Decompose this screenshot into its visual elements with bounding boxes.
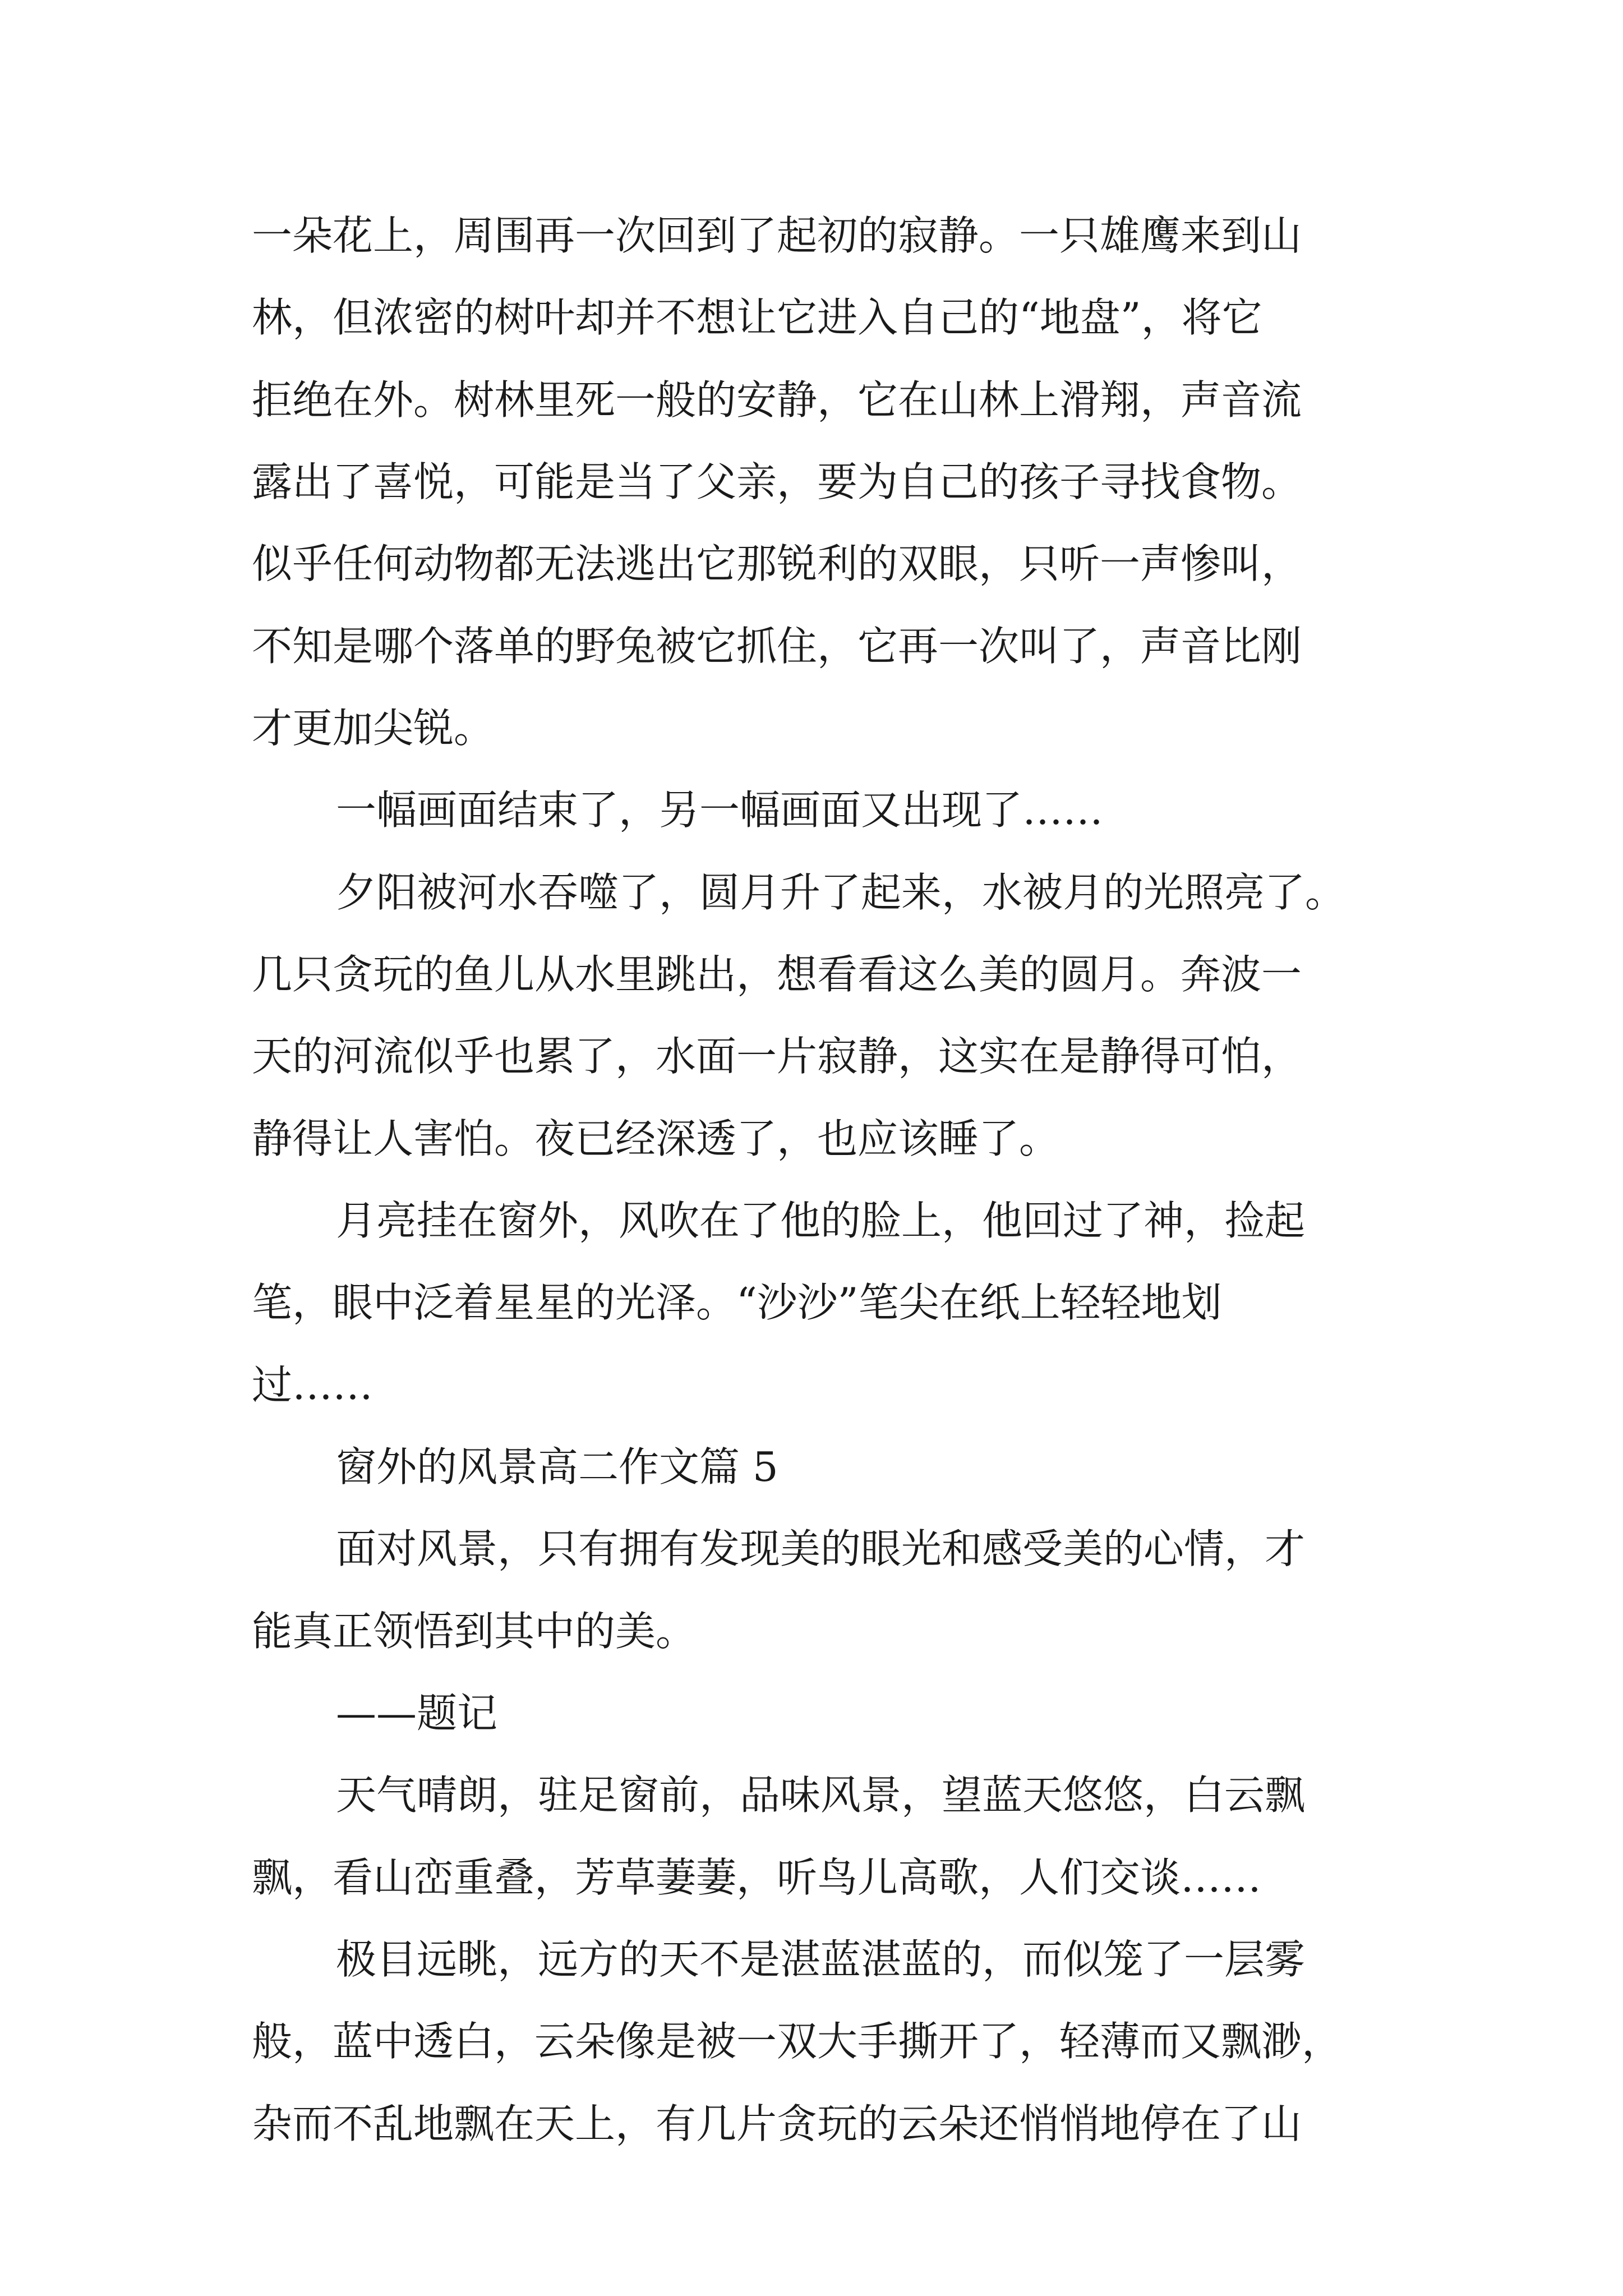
- text-line: 笔，眼中泛着星星的光泽。“沙沙”笔尖在纸上轻轻地划: [252, 1279, 1222, 1326]
- text-line: 飘，看山峦重叠，芳草萋萋，听鸟儿高歌，人们交谈……: [252, 1854, 1262, 1901]
- text-line: 拒绝在外。树林里死一般的安静，它在山林上滑翔，声音流: [252, 376, 1302, 424]
- text-line: 一幅画面结束了，另一幅画面又出现了……: [336, 786, 1104, 834]
- epigraph-attribution: ——题记: [336, 1690, 498, 1737]
- text-line: 似乎任何动物都无法逃出它那锐利的双眼，只听一声惨叫，: [252, 540, 1302, 587]
- section-heading: 窗外的风景高二作文篇 5: [336, 1443, 778, 1490]
- text-line: 天气晴朗，驻足窗前，品味风景，望蓝天悠悠，白云飘: [336, 1772, 1306, 1819]
- text-line: 极目远眺，远方的天不是湛蓝湛蓝的，而似笼了一层雾: [336, 1936, 1306, 1983]
- text-line: 静得让人害怕。夜已经深透了，也应该睡了。: [252, 1115, 1060, 1162]
- text-line: 不知是哪个落单的野兔被它抓住，它再一次叫了，声音比刚: [252, 623, 1302, 670]
- text-line: 夕阳被河水吞噬了，圆月升了起来，水被月的光照亮了。: [336, 869, 1346, 916]
- text-line: 才更加尖锐。: [252, 705, 495, 752]
- text-line: 林，但浓密的树叶却并不想让它进入自己的“地盘”，将它: [252, 294, 1262, 341]
- text-line: 能真正领悟到其中的美。: [252, 1608, 697, 1655]
- text-line: 过……: [252, 1361, 374, 1409]
- text-line: 月亮挂在窗外，风吹在了他的脸上，他回过了神，捡起: [336, 1197, 1306, 1244]
- text-line: 天的河流似乎也累了，水面一片寂静，这实在是静得可怕，: [252, 1033, 1302, 1080]
- text-line: 一朵花上，周围再一次回到了起初的寂静。一只雄鹰来到山: [252, 212, 1302, 259]
- text-line: 露出了喜悦，可能是当了父亲，要为自己的孩子寻找食物。: [252, 458, 1302, 505]
- text-line: 杂而不乱地飘在天上，有几片贪玩的云朵还悄悄地停在了山: [252, 2100, 1302, 2147]
- text-line: 几只贪玩的鱼儿从水里跳出，想看看这么美的圆月。奔波一: [252, 951, 1302, 998]
- text-line: 般，蓝中透白，云朵像是被一双大手撕开了，轻薄而又飘渺，: [252, 2018, 1343, 2065]
- text-line: 面对风景，只有拥有发现美的眼光和感受美的心情，才: [336, 1525, 1306, 1572]
